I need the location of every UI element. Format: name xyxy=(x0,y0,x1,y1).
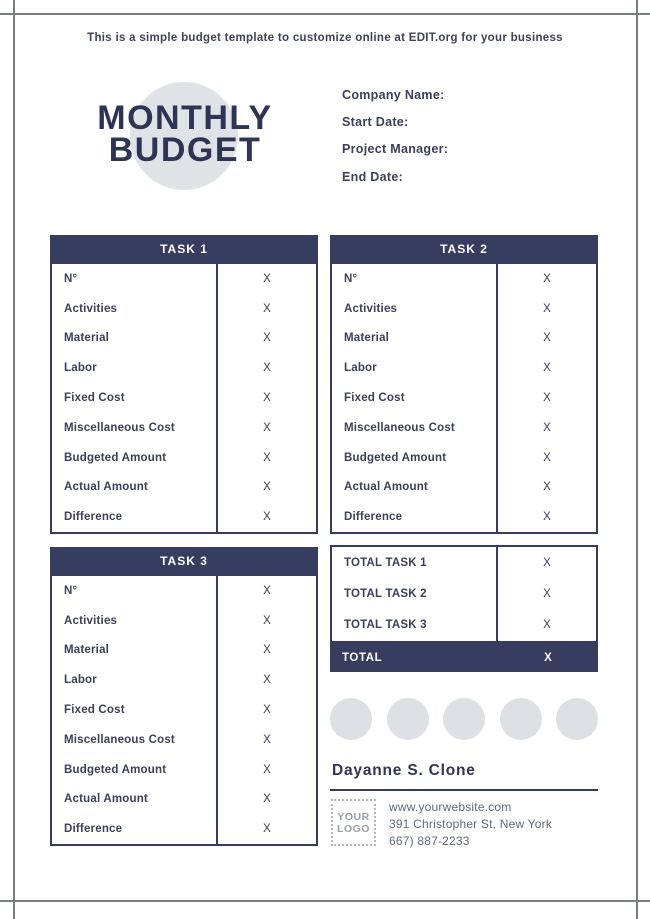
table-row xyxy=(52,785,316,815)
row-value: X xyxy=(496,473,596,503)
table-row xyxy=(52,606,316,636)
row-value: X xyxy=(496,609,596,640)
frame-line-left xyxy=(13,0,15,919)
row-label: Difference xyxy=(64,823,123,836)
table-row xyxy=(52,473,316,503)
row-label: Material xyxy=(64,332,110,345)
table-row xyxy=(52,324,316,354)
row-label: Actual Amount xyxy=(64,481,148,494)
table-row xyxy=(332,443,596,473)
table-row xyxy=(332,413,596,443)
row-value: X xyxy=(496,547,596,578)
logo-text-line2: LOGO xyxy=(337,822,370,835)
signature-line xyxy=(330,789,598,791)
page-title-line1: MONTHLY xyxy=(97,99,273,137)
contact-info xyxy=(389,799,552,850)
row-value: X xyxy=(496,413,596,443)
table-row xyxy=(52,755,316,785)
row-value: X xyxy=(216,264,316,294)
page-title xyxy=(85,99,285,169)
row-label: Budgeted Amount xyxy=(344,451,447,464)
row-value: X xyxy=(496,578,596,609)
row-label: TOTAL TASK 2 xyxy=(344,587,427,600)
row-label: N° xyxy=(64,584,78,597)
row-label: Budgeted Amount xyxy=(64,451,167,464)
task1-table xyxy=(50,235,318,534)
field-end-date: End Date: xyxy=(342,170,404,184)
row-value: X xyxy=(216,785,316,815)
row-label: N° xyxy=(344,272,358,285)
row-label: Material xyxy=(64,644,110,657)
logo-text-line1: YOUR xyxy=(337,810,370,823)
task2-body xyxy=(330,262,598,534)
row-value: X xyxy=(216,383,316,413)
frame-line-right xyxy=(636,0,638,919)
table-row xyxy=(52,502,316,532)
row-value: X xyxy=(216,413,316,443)
table-row xyxy=(52,353,316,383)
row-label: Difference xyxy=(64,511,123,524)
table-row xyxy=(332,473,596,503)
phone-text: 667) 887-2233 xyxy=(389,834,470,848)
table-row xyxy=(52,413,316,443)
field-project-manager: Project Manager: xyxy=(342,142,449,156)
decorative-circle xyxy=(556,698,598,740)
decorative-circles-row xyxy=(330,698,598,740)
row-label: Actual Amount xyxy=(344,481,428,494)
task3-body xyxy=(50,574,318,846)
row-label: Activities xyxy=(64,302,118,315)
row-value: X xyxy=(496,383,596,413)
table-row xyxy=(332,264,596,294)
decorative-circle xyxy=(330,698,372,740)
row-value: X xyxy=(216,443,316,473)
row-value: X xyxy=(216,324,316,354)
row-label: Fixed Cost xyxy=(64,392,125,405)
row-label: Difference xyxy=(344,511,403,524)
table-row xyxy=(52,725,316,755)
decorative-circle xyxy=(443,698,485,740)
row-label: Activities xyxy=(344,302,398,315)
table-row xyxy=(332,502,596,532)
table-row xyxy=(52,264,316,294)
row-label: Actual Amount xyxy=(64,793,148,806)
decorative-circle xyxy=(387,698,429,740)
table-row xyxy=(332,353,596,383)
grand-total-bar xyxy=(330,643,598,672)
logo-placeholder xyxy=(331,799,376,846)
row-value: X xyxy=(216,294,316,324)
row-label: Miscellaneous Cost xyxy=(64,421,175,434)
website-text: www.yourwebsite.com xyxy=(389,800,512,814)
table-row xyxy=(52,814,316,844)
table-row xyxy=(52,294,316,324)
row-label: Activities xyxy=(64,614,118,627)
grand-total-value: X xyxy=(544,651,552,664)
task3-table xyxy=(50,547,318,846)
table-row xyxy=(332,609,596,640)
field-company-name: Company Name: xyxy=(342,88,445,102)
address-text: 391 Christopher St, New York xyxy=(389,817,553,831)
table-row xyxy=(52,576,316,606)
row-label: Labor xyxy=(64,674,97,687)
row-label: Fixed Cost xyxy=(344,392,405,405)
row-label: TOTAL TASK 3 xyxy=(344,618,427,631)
row-label: Labor xyxy=(64,362,97,375)
row-label: Miscellaneous Cost xyxy=(344,421,455,434)
task1-body xyxy=(50,262,318,534)
decorative-circle xyxy=(500,698,542,740)
info-fields xyxy=(342,88,448,197)
row-value: X xyxy=(216,353,316,383)
table-row xyxy=(332,578,596,609)
frame-line-bottom xyxy=(0,900,650,902)
table-row xyxy=(52,636,316,666)
table-row xyxy=(332,383,596,413)
row-value: X xyxy=(216,665,316,695)
row-value: X xyxy=(496,264,596,294)
row-value: X xyxy=(496,502,596,532)
row-value: X xyxy=(496,353,596,383)
totals-table xyxy=(330,545,598,643)
row-value: X xyxy=(216,695,316,725)
page-title-line2: BUDGET xyxy=(108,131,262,169)
row-label: TOTAL TASK 1 xyxy=(344,556,427,569)
table-row xyxy=(52,665,316,695)
table-row xyxy=(52,443,316,473)
row-label: Material xyxy=(344,332,390,345)
task3-header: TASK 3 xyxy=(50,547,318,574)
row-value: X xyxy=(216,725,316,755)
row-label: Miscellaneous Cost xyxy=(64,733,175,746)
task1-header: TASK 1 xyxy=(50,235,318,262)
row-value: X xyxy=(216,606,316,636)
row-value: X xyxy=(216,636,316,666)
row-value: X xyxy=(496,443,596,473)
row-value: X xyxy=(216,473,316,503)
row-value: X xyxy=(496,294,596,324)
title-block xyxy=(85,80,285,210)
row-value: X xyxy=(216,814,316,844)
task2-table xyxy=(330,235,598,534)
table-row xyxy=(332,324,596,354)
row-value: X xyxy=(216,576,316,606)
row-label: Budgeted Amount xyxy=(64,763,167,776)
field-start-date: Start Date: xyxy=(342,115,409,129)
task2-header: TASK 2 xyxy=(330,235,598,262)
signature-name: Dayanne S. Clone xyxy=(332,762,476,779)
row-value: X xyxy=(216,755,316,785)
tagline: This is a simple budget template to customize online at EDIT.org for your business xyxy=(87,32,563,44)
table-row xyxy=(52,383,316,413)
row-value: X xyxy=(496,324,596,354)
table-row xyxy=(52,695,316,725)
row-label: N° xyxy=(64,272,78,285)
grand-total-label: TOTAL xyxy=(342,651,383,664)
row-label: Fixed Cost xyxy=(64,704,125,717)
table-row xyxy=(332,294,596,324)
row-value: X xyxy=(216,502,316,532)
row-label: Labor xyxy=(344,362,377,375)
table-row xyxy=(332,547,596,578)
frame-line-top xyxy=(0,13,650,15)
